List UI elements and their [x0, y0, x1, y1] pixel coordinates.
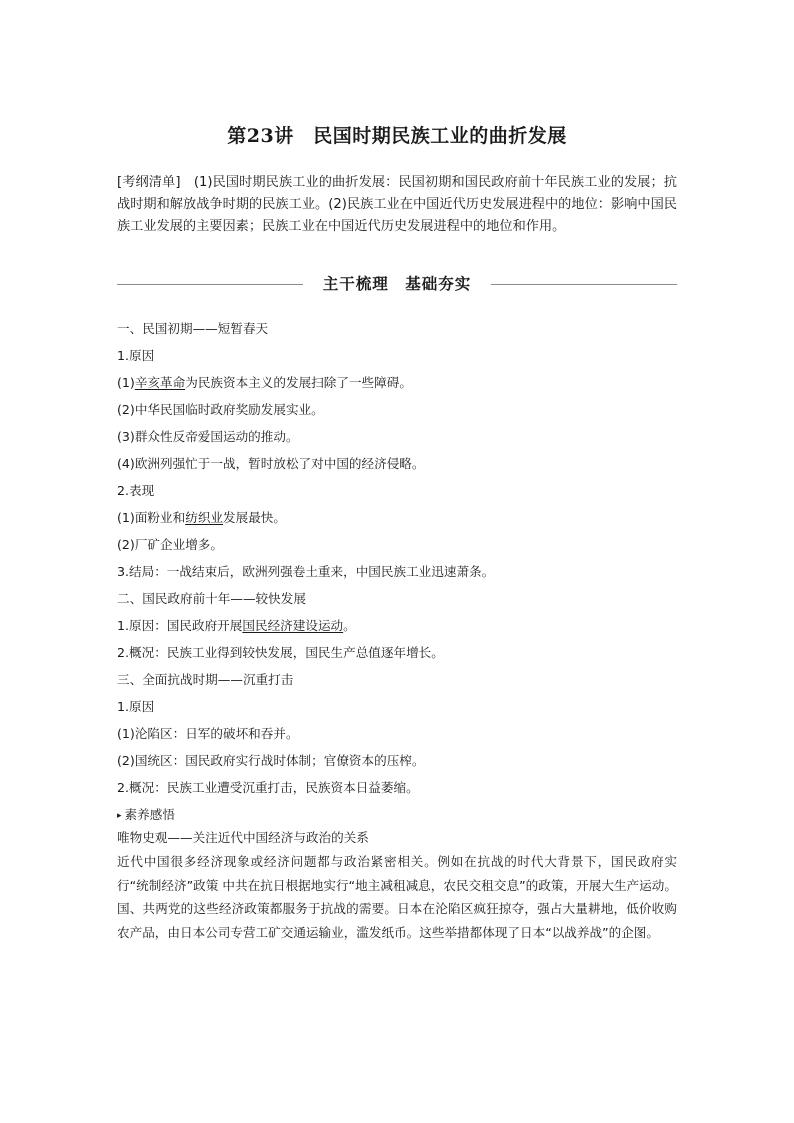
section-2-overview: 2.概况：民族工业得到较快发展，国民生产总值逐年增长。	[117, 645, 444, 660]
section-1-title: 一、民国初期——短暂春天	[117, 321, 269, 336]
insight-subtitle: 唯物史观——关注近代中国经济与政治的关系	[117, 830, 369, 845]
underlined-term: 纺织业	[185, 510, 223, 525]
underlined-term: 辛亥革命	[134, 375, 186, 390]
section-2-reason	[117, 615, 677, 642]
text-fragment: 为民族资本主义的发展扫除了一些障碍。	[185, 375, 412, 390]
section-1-reason-title: 1.原因	[117, 348, 155, 363]
syllabus-outline	[117, 172, 677, 238]
section-header: 主干梳理 基础夯实	[322, 275, 472, 293]
lesson-title: 第23讲 民国时期民族工业的曲折发展	[227, 125, 567, 147]
text-fragment: 发展最快。	[223, 510, 286, 525]
section-1-performance-1	[117, 507, 677, 534]
section-1-performance-title: 2.表现	[117, 483, 155, 498]
insight-title: 素养感悟	[124, 807, 175, 822]
insight-paragraph: 近代中国很多经济现象或经济问题都与政治紧密相关。例如在抗战的时代大背景下，国民政府实行“统制经济”政策 中共在抗日根据地实行“地主减租减息，农民交租交息”的政策，开展大生产运动。国、共两党的这些经济政策都服务于抗战的需要。日本在沦陷区疯狂掠夺，强占大量耕地，低价收购农产品，由日本公司专营工矿交通运输业，滥发纸币。这些举措都体现了日本“以战养战”的企图。	[117, 854, 677, 940]
divider-line-right	[491, 284, 677, 285]
text-fragment: (1)面粉业和	[117, 510, 186, 525]
section-1-performance-2: (2)厂矿企业增多。	[117, 537, 223, 552]
text-fragment: (1)	[117, 375, 135, 390]
section-3-reason-2: (2)国统区：国民政府实行战时体制；官僚资本的压榨。	[117, 753, 425, 768]
insight-heading	[117, 804, 677, 827]
divider-line-left	[117, 284, 303, 285]
section-3-overview: 2.概况：民族工业遭受沉重打击，民族资本日益萎缩。	[117, 780, 419, 795]
triangle-bullet-icon: ▸	[117, 811, 122, 821]
syllabus-tag: [考纲清单]	[117, 175, 181, 190]
text-fragment: 。	[343, 618, 356, 633]
main-content	[117, 318, 677, 944]
section-2-title: 二、国民政府前十年——较快发展	[117, 591, 306, 606]
section-1-reason-2: (2)中华民国临时政府奖励发展实业。	[117, 402, 324, 417]
section-1-reason-3: (3)群众性反帝爱国运动的推动。	[117, 429, 299, 444]
text-fragment: 1.原因：国民政府开展	[117, 618, 243, 633]
section-1-result: 3.结局：一战结束后，欧洲列强卷土重来，中国民族工业迅速萧条。	[117, 564, 495, 579]
underlined-term: 国民经济建设运动	[242, 618, 344, 633]
section-3-reason-1: (1)沦陷区：日军的破坏和吞并。	[117, 726, 299, 741]
syllabus-text: (1)民国时期民族工业的曲折发展：民国初期和国民政府前十年民族工业的发展；抗战时期和解放战争时期的民族工业。(2)民族工业在中国近代历史发展进程中的地位：影响中国民族工业发展的主要因素；民族工业在中国近代历史发展进程中的地位和作用。	[117, 175, 677, 234]
section-1-reason-1	[117, 372, 677, 399]
section-3-reason-title: 1.原因	[117, 699, 155, 714]
section-1-reason-4: (4)欧洲列强忙于一战，暂时放松了对中国的经济侵略。	[117, 456, 425, 471]
section-3-title: 三、全面抗战时期——沉重打击	[117, 672, 294, 687]
section-divider	[117, 272, 677, 296]
